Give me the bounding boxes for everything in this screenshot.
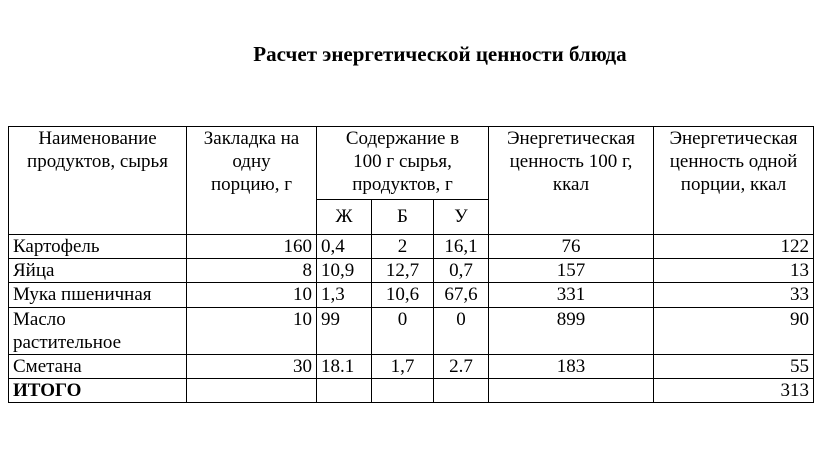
table-row bbox=[9, 235, 814, 259]
table-row bbox=[9, 283, 814, 307]
empty-cell bbox=[372, 379, 434, 403]
header-energy-100 bbox=[489, 127, 654, 235]
cell-product-name bbox=[9, 307, 187, 354]
header-energy-100-line: ккал bbox=[552, 174, 590, 196]
cell-energy-portion: 90 bbox=[654, 307, 814, 354]
cell-protein: 1,7 bbox=[372, 354, 434, 378]
cell-fat: 99 bbox=[317, 307, 372, 354]
cell-fat: 10,9 bbox=[317, 259, 372, 283]
product-name-line: Картофель bbox=[13, 236, 100, 257]
empty-cell bbox=[489, 379, 654, 403]
empty-cell bbox=[187, 379, 317, 403]
cell-energy-100: 157 bbox=[489, 259, 654, 283]
total-row bbox=[9, 379, 814, 403]
cell-portion: 10 bbox=[187, 307, 317, 354]
header-energy-100-line: ценность 100 г, bbox=[509, 151, 633, 173]
subheader-carb: У bbox=[434, 200, 489, 235]
cell-energy-100: 331 bbox=[489, 283, 654, 307]
empty-cell bbox=[317, 379, 372, 403]
product-name-line: Мука пшеничная bbox=[13, 284, 152, 306]
cell-energy-portion: 55 bbox=[654, 354, 814, 378]
header-energy-portion bbox=[654, 127, 814, 235]
cell-portion: 30 bbox=[187, 354, 317, 378]
cell-protein: 2 bbox=[372, 235, 434, 259]
cell-carb: 67,6 bbox=[434, 283, 489, 307]
product-name-line: Масло bbox=[13, 308, 66, 330]
product-name-line: растительное bbox=[13, 331, 122, 353]
header-content-line: продуктов, г bbox=[352, 174, 453, 196]
page-title: Расчет энергетической ценности блюда bbox=[253, 42, 627, 66]
header-content bbox=[317, 127, 489, 200]
cell-energy-100: 76 bbox=[489, 235, 654, 259]
cell-portion: 8 bbox=[187, 259, 317, 283]
header-energy-portion-line: ценность одной bbox=[669, 151, 798, 173]
cell-energy-portion: 33 bbox=[654, 283, 814, 307]
header-content-line: Содержание в bbox=[345, 128, 460, 149]
header-content-line: 100 г сырья, bbox=[353, 151, 452, 173]
header-name-line: Наименование bbox=[38, 128, 157, 149]
table-row bbox=[9, 307, 814, 354]
cell-protein: 10,6 bbox=[372, 283, 434, 307]
table-row bbox=[9, 259, 814, 283]
total-label: ИТОГО bbox=[9, 379, 187, 403]
cell-carb: 16,1 bbox=[434, 235, 489, 259]
cell-energy-portion: 13 bbox=[654, 259, 814, 283]
cell-product-name bbox=[9, 235, 187, 259]
header-energy-100-line: Энергетическая bbox=[506, 128, 636, 149]
subheader-fat: Ж bbox=[317, 200, 372, 235]
cell-energy-100: 183 bbox=[489, 354, 654, 378]
cell-energy-portion: 122 bbox=[654, 235, 814, 259]
cell-portion: 160 bbox=[187, 235, 317, 259]
header-portion-line: Закладка на bbox=[203, 128, 300, 149]
header-portion-line: одну bbox=[232, 151, 271, 173]
cell-fat: 18.1 bbox=[317, 354, 372, 378]
cell-energy-100: 899 bbox=[489, 307, 654, 354]
header-portion bbox=[187, 127, 317, 235]
header-name bbox=[9, 127, 187, 235]
cell-protein: 0 bbox=[372, 307, 434, 354]
header-row bbox=[9, 127, 814, 200]
cell-protein: 12,7 bbox=[372, 259, 434, 283]
product-name-line: Яйца bbox=[13, 260, 55, 282]
header-energy-portion-line: порции, ккал bbox=[680, 174, 787, 196]
cell-fat: 0,4 bbox=[317, 235, 372, 259]
header-energy-portion-line: Энергетическая bbox=[669, 128, 798, 149]
subheader-protein: Б bbox=[372, 200, 434, 235]
header-name-line: продуктов, сырья bbox=[27, 151, 168, 173]
cell-carb: 0,7 bbox=[434, 259, 489, 283]
table-row bbox=[9, 354, 814, 378]
cell-fat: 1,3 bbox=[317, 283, 372, 307]
cell-portion: 10 bbox=[187, 283, 317, 307]
cell-carb: 0 bbox=[434, 307, 489, 354]
total-energy-portion: 313 bbox=[654, 379, 814, 403]
product-name-line: Сметана bbox=[13, 355, 82, 377]
header-portion-line: порцию, г bbox=[211, 174, 292, 196]
energy-table bbox=[8, 126, 814, 403]
cell-product-name bbox=[9, 259, 187, 283]
cell-product-name bbox=[9, 283, 187, 307]
cell-product-name bbox=[9, 354, 187, 378]
empty-cell bbox=[434, 379, 489, 403]
cell-carb: 2.7 bbox=[434, 354, 489, 378]
